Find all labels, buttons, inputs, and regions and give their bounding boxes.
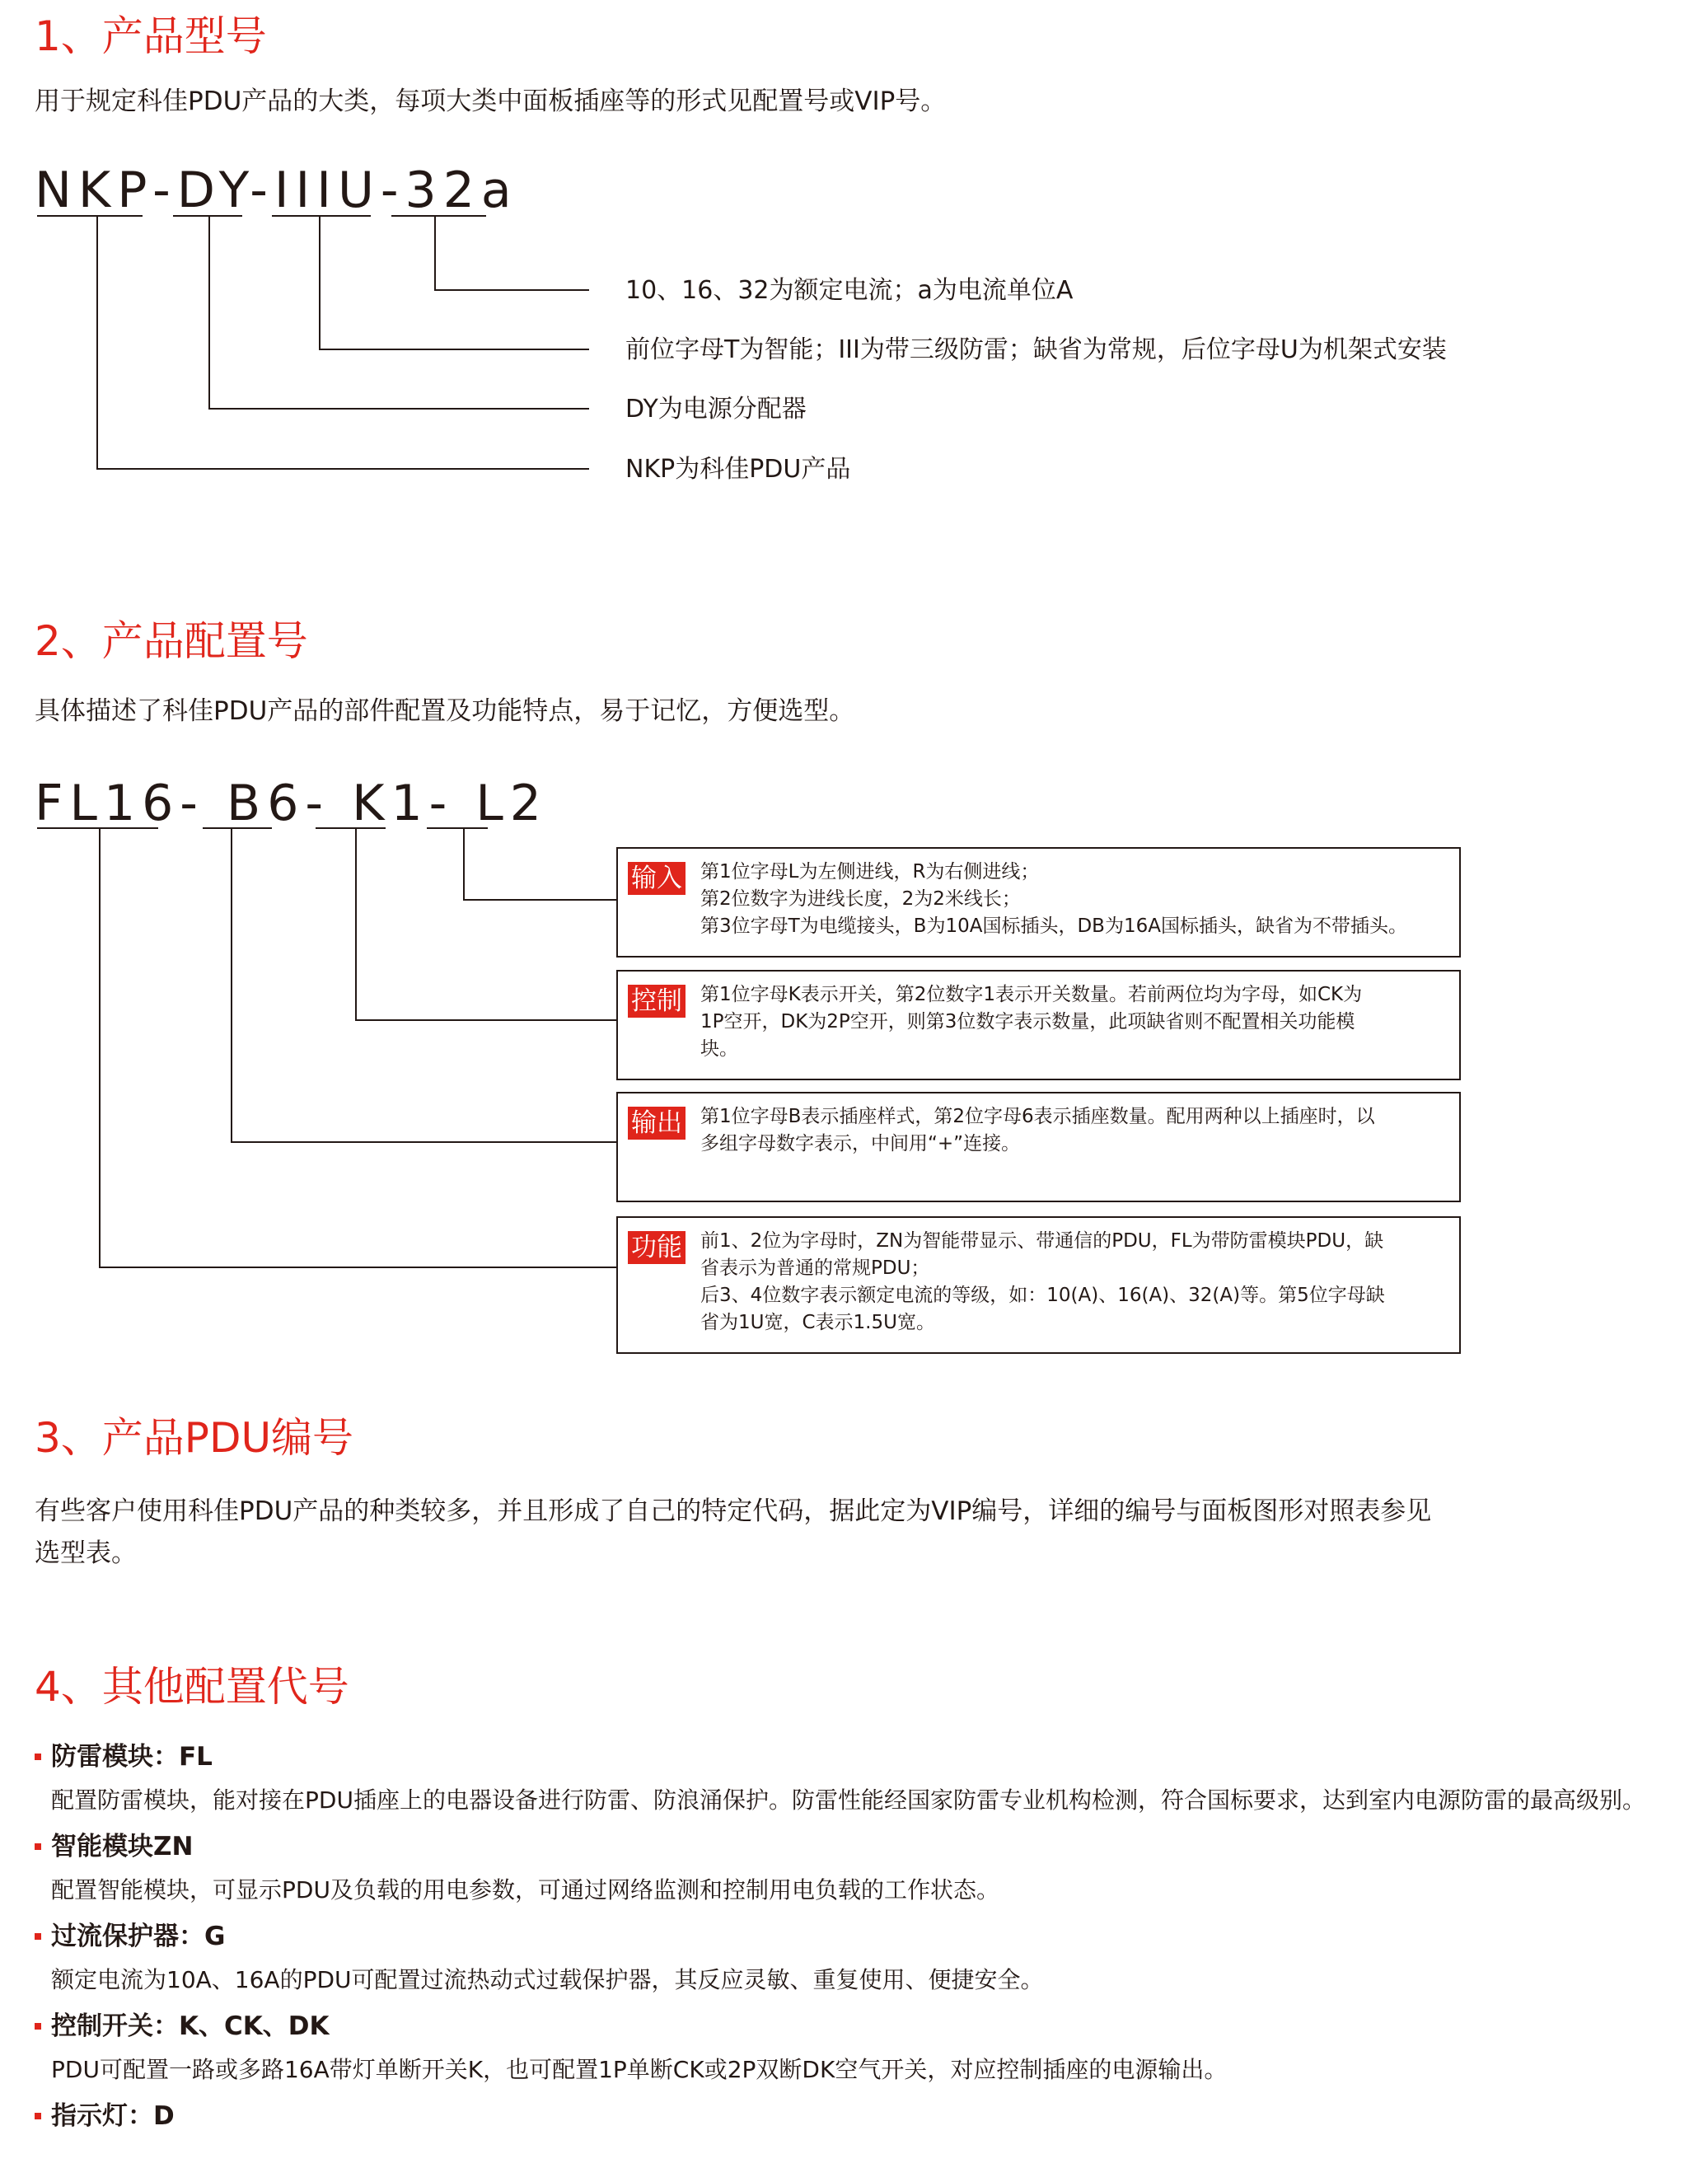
- item-title-d: 指示灯：D: [51, 2101, 175, 2131]
- item-desc-fl: 配置防雷模块，能对接在PDU插座上的电器设备进行防雷、防浪涌保护。防雷性能经国家防雷专业机构检测，符合国标要求，达到室内电源防雷的最高级别。: [51, 1786, 1645, 1814]
- code-part-iiiu: IIIU: [274, 162, 381, 219]
- section4-heading: 4、其他配置代号: [35, 1663, 349, 1711]
- config-box-output: [616, 1092, 1461, 1202]
- tag-output: 输出: [628, 1107, 686, 1140]
- box-line: 多组字母数字表示，中间用“+”连接。: [700, 1133, 1021, 1154]
- code-part-dy: DY: [176, 162, 250, 219]
- config-part-l2: L2: [475, 775, 548, 832]
- section3-line-2: 选型表。: [35, 1538, 137, 1568]
- config-box-function: [616, 1216, 1461, 1354]
- item-desc-k: PDU可配置一路或多路16A带灯单断开关K，也可配置1P单断CK或2P双断DK空气开关，对应控制插座的电源输出。: [51, 2056, 1228, 2083]
- box-line: 前1、2位为字母时，ZN为智能带显示、带通信的PDU，FL为带防雷模块PDU，缺: [700, 1230, 1384, 1252]
- box-line: 第1位字母L为左侧进线，R为右侧进线；: [700, 861, 1040, 883]
- box-text: [700, 859, 1449, 940]
- code-sep: -: [305, 775, 330, 832]
- box-text: [700, 1103, 1449, 1158]
- box-line: 第1位字母B表示插座样式，第2位字母6表示插座数量。配用两种以上插座时，以: [700, 1106, 1375, 1127]
- box-line: 后3、4位数字表示额定电流的等级，如：10(A)、16(A)、32(A)等。第5位字母缺: [700, 1285, 1385, 1306]
- section3-line-1: 有些客户使用科佳PDU产品的种类较多，并且形成了自己的特定代码，据此定为VIP编号，详细的编号与面板图形对照表参见: [35, 1496, 1432, 1526]
- label-brand: NKP为科佳PDU产品: [625, 455, 851, 484]
- section1-intro: 用于规定科佳PDU产品的大类，每项大类中面板插座等的形式见配置号或VIP号。: [35, 87, 947, 116]
- config-box-input: [616, 847, 1461, 958]
- box-line: 省为1U宽，C表示1.5U宽。: [700, 1312, 935, 1333]
- section2-intro: 具体描述了科佳PDU产品的部件配置及功能特点，易于记忆，方便选型。: [35, 696, 855, 726]
- tag-input: 输入: [628, 862, 686, 895]
- box-text: [700, 981, 1449, 1063]
- config-part-k1: K1: [352, 775, 429, 832]
- label-current: 10、16、32为额定电流；a为电流单位A: [625, 276, 1074, 305]
- code-sep: -: [152, 162, 177, 219]
- box-text: [700, 1228, 1449, 1337]
- section1-heading: 1、产品型号: [35, 12, 267, 60]
- label-lightning-rack: 前位字母T为智能；III为带三级防雷；缺省为常规，后位字母U为机架式安装: [625, 335, 1447, 364]
- box-line: 块。: [700, 1038, 738, 1060]
- label-distributor: DY为电源分配器: [625, 395, 807, 424]
- bullet-icon: [35, 1843, 41, 1850]
- box-line: 省表示为普通的常规PDU；: [700, 1257, 930, 1279]
- config-box-control: [616, 970, 1461, 1080]
- section2-heading: 2、产品配置号: [35, 617, 308, 665]
- box-line: 第3位字母T为电缆接头，B为10A国标插头，DB为16A国标插头，缺省为不带插头。: [700, 915, 1407, 937]
- bullet-icon: [35, 2113, 41, 2119]
- code-sep: -: [380, 162, 405, 219]
- config-code: [35, 775, 548, 832]
- box-line: 第1位字母K表示开关，第2位数字1表示开关数量。若前两位均为字母，如CK为: [700, 984, 1363, 1005]
- code-sep: -: [250, 162, 274, 219]
- item-title-zn: 智能模块ZN: [51, 1832, 194, 1861]
- code-sep: -: [180, 775, 204, 832]
- item-title-k: 控制开关：K、CK、DK: [51, 2011, 330, 2041]
- bullet-icon: [35, 2023, 41, 2030]
- tag-function: 功能: [628, 1231, 686, 1264]
- item-desc-g: 额定电流为10A、16A的PDU可配置过流热动式过载保护器，其反应灵敏、重复使用、便捷安全。: [51, 1966, 1044, 1993]
- section3-heading: 3、产品PDU编号: [35, 1414, 354, 1462]
- code-sep: -: [428, 775, 454, 832]
- bullet-icon: [35, 1754, 41, 1760]
- item-title-g: 过流保护器：G: [51, 1922, 226, 1951]
- box-line: 1P空开，DK为2P空开，则第3位数字表示数量，此项缺省则不配置相关功能模: [700, 1011, 1355, 1032]
- config-part-b6: B6: [227, 775, 306, 832]
- item-desc-zn: 配置智能模块，可显示PDU及负载的用电参数，可通过网络监测和控制用电负载的工作状态。: [51, 1876, 999, 1903]
- bullet-icon: [35, 1933, 41, 1940]
- item-title-fl: 防雷模块：FL: [51, 1742, 213, 1772]
- config-part-fl16: FL16: [35, 775, 180, 832]
- code-part-32a: 32a: [405, 162, 518, 219]
- tag-control: 控制: [628, 985, 686, 1018]
- code-part-nkp: NKP: [35, 162, 153, 219]
- box-line: 第2位数字为进线长度，2为2米线长；: [700, 888, 1021, 910]
